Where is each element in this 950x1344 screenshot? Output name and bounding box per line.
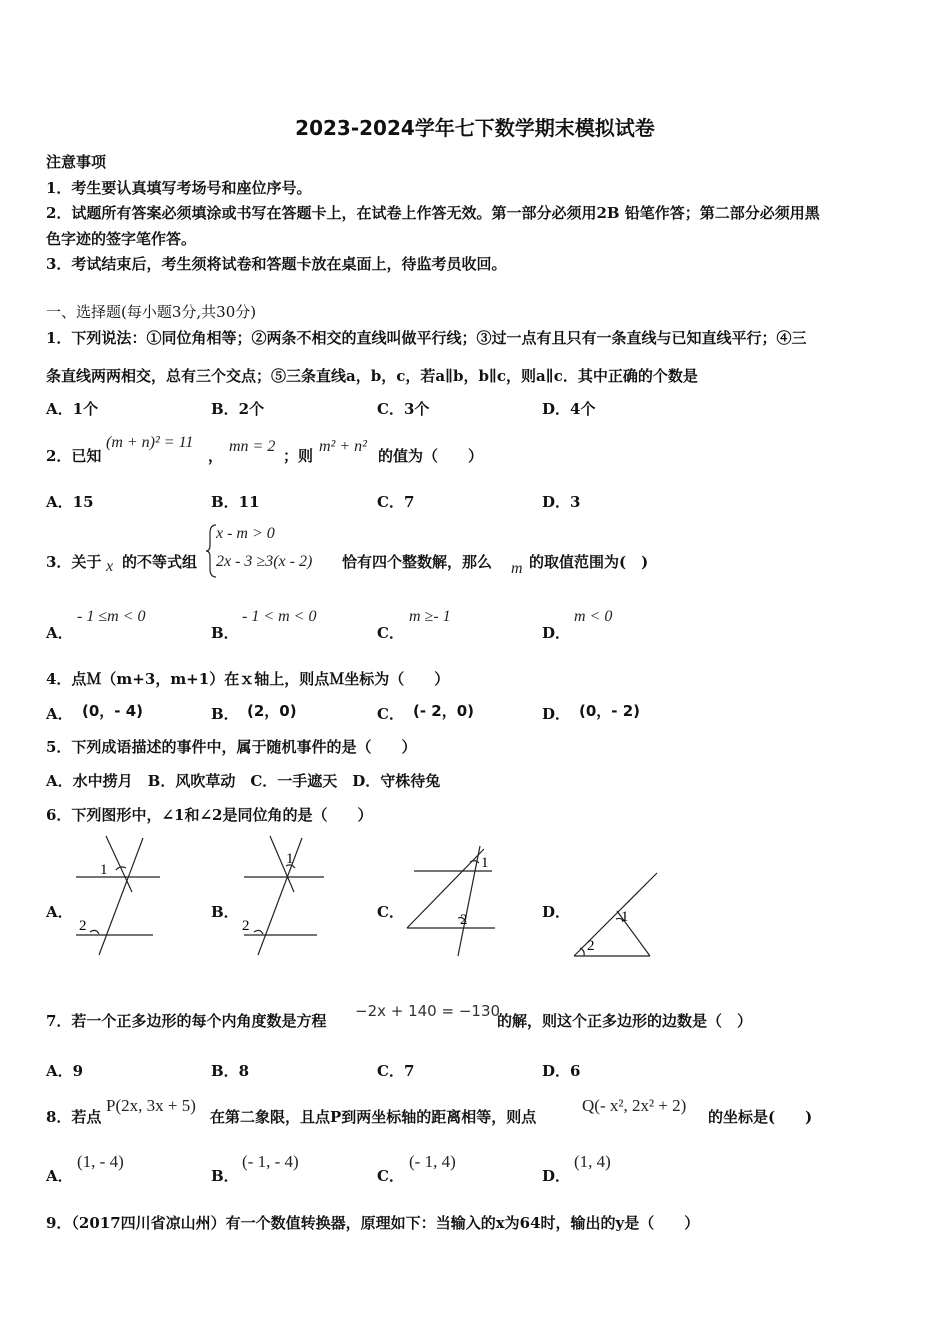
q6-b-angle2-label: 2 [242, 918, 250, 934]
q2-option-b: B．11 [211, 493, 260, 511]
q3-option-d: m < 0 [574, 608, 613, 625]
q1-option-a: A．1个 [46, 400, 99, 418]
q6-label-b: B． [211, 903, 239, 921]
q3-mid: 的不等式组 [122, 553, 198, 571]
q9-stem: 9．（2017四川省凉山州）有一个数值转换器，原理如下：当输入的x为64时，输出的y是（ ） [46, 1214, 700, 1232]
section-heading: 一、选择题(每小题3分,共30分) [46, 303, 257, 321]
q3-system-line1: x - m > 0 [216, 525, 275, 542]
q2-mid: ；则 [283, 447, 314, 465]
q2-expr2: mn = 2 [229, 438, 276, 455]
q4-label-b: B． [211, 705, 239, 723]
q6-figure-d [566, 866, 666, 962]
q4-label-c: C． [377, 705, 404, 723]
q1-stem-line1: 1．下列说法：①同位角相等；②两条不相交的直线叫做平行线；③过一点有且只有一条直线与已知直线平行；④三 [46, 329, 807, 347]
q8-point-q: Q(- x², 2x² + 2) [582, 1096, 687, 1115]
q6-a-angle2-label: 2 [79, 918, 87, 934]
q4-label-a: A． [46, 705, 73, 723]
notice-item: 2．试题所有答案必须填涂或书写在答题卡上，在试卷上作答无效。第一部分必须用2B 铅笔作答；第二部分必须用黑 [46, 204, 820, 222]
q7-equation: −2x + 140 = −130 [355, 1002, 501, 1020]
q8-label-c: C． [377, 1167, 404, 1185]
q8-label-b: B． [211, 1167, 239, 1185]
q4-option-c: (- 2，0) [413, 702, 475, 720]
q8-label-d: D． [542, 1167, 571, 1185]
q1-option-c: C．3个 [377, 400, 430, 418]
q6-c-angle2-label: 2 [460, 912, 468, 928]
q4-label-d: D． [542, 705, 571, 723]
q1-option-d: D．4个 [542, 400, 596, 418]
q8-option-d: (1, 4) [574, 1152, 611, 1171]
q6-label-a: A． [46, 903, 73, 921]
q7-option-d: D．6 [542, 1062, 581, 1080]
q8-label-a: A． [46, 1167, 73, 1185]
q4-stem: 4．点Ｍ（m+3，m+1）在ｘ轴上，则点Ｍ坐标为（ ） [46, 670, 450, 688]
q2-option-c: C．7 [377, 493, 415, 511]
q8-option-b: (- 1, - 4) [242, 1152, 299, 1171]
q1-option-b: B．2个 [211, 400, 265, 418]
q8-mid: 在第二象限，且点P到两坐标轴的距离相等，则点 [210, 1108, 537, 1126]
notice-item: 色字迹的签字笔作答。 [46, 230, 197, 248]
q4-option-b: (2，0) [247, 702, 297, 720]
q8-suffix: 的坐标是( ) [708, 1108, 813, 1126]
q6-figure-b [232, 830, 332, 960]
q6-d-angle2-label: 2 [587, 938, 595, 954]
q5-options: A．水中捞月 B．风吹草动 C．一手遮天 D．守株待兔 [46, 772, 441, 790]
q6-d-angle1-label: 1 [621, 909, 629, 925]
q3-option-a: - 1 ≤m < 0 [77, 608, 146, 625]
q3-label-b: B． [211, 624, 239, 642]
q3-label-a: A． [46, 624, 73, 642]
q7-option-a: A．9 [46, 1062, 84, 1080]
q3-var2: m [511, 560, 523, 577]
notice-heading: 注意事项 [46, 153, 107, 171]
q4-option-a: (0，- 4) [82, 702, 144, 720]
q3-suffix: 的取值范围为( ) [529, 553, 649, 571]
q4-option-d: (0，- 2) [579, 702, 641, 720]
q2-suffix: 的值为（ ） [378, 447, 484, 465]
q7-option-c: C．7 [377, 1062, 415, 1080]
q6-label-d: D． [542, 903, 571, 921]
q2-expr3: m² + n² [319, 438, 367, 455]
q8-option-c: (- 1, 4) [409, 1152, 456, 1171]
q6-stem: 6．下列图形中，∠1和∠2是同位角的是（ ） [46, 806, 373, 824]
q6-figure-a [64, 830, 174, 960]
q8-prefix: 8．若点 [46, 1108, 102, 1126]
q3-option-c: m ≥- 1 [409, 608, 451, 625]
q3-option-b: - 1 < m < 0 [242, 608, 317, 625]
q3-label-d: D． [542, 624, 571, 642]
q7-option-b: B．8 [211, 1062, 250, 1080]
notice-item: 1．考生要认真填写考场号和座位序号。 [46, 179, 312, 197]
notice-item: 3．考试结束后，考生须将试卷和答题卡放在桌面上，待监考员收回。 [46, 255, 507, 273]
q1-stem-line2: 条直线两两相交，总有三个交点；⑤三条直线a，b，c，若a∥b，b∥c，则a∥c．其中正确的个数是 [46, 367, 698, 385]
q8-option-a: (1, - 4) [77, 1152, 124, 1171]
q3-prefix: 3．关于 [46, 553, 102, 571]
q2-option-d: D．3 [542, 493, 581, 511]
q2-option-a: A．15 [46, 493, 94, 511]
q6-label-c: C． [377, 903, 404, 921]
q5-stem: 5．下列成语描述的事件中，属于随机事件的是（ ） [46, 738, 417, 756]
q3-mid2: 恰有四个整数解，那么 [342, 553, 493, 571]
page-title: 2023-2024学年七下数学期末模拟试卷 [295, 116, 655, 140]
q7-prefix: 7．若一个正多边形的每个内角度数是方程 [46, 1012, 327, 1030]
q8-point-p: P(2x, 3x + 5) [106, 1096, 196, 1115]
q3-var: x [106, 558, 114, 575]
q2-prefix: 2．已知 [46, 447, 102, 465]
q3-label-c: C． [377, 624, 404, 642]
q6-b-angle1-label: 1 [286, 851, 294, 867]
q6-c-angle1-label: 1 [481, 855, 489, 871]
q2-sep: ， [208, 447, 224, 465]
q6-a-angle1-label: 1 [100, 862, 108, 878]
q6-figure-c [400, 836, 500, 961]
q7-suffix: 的解，则这个正多边形的边数是（ ） [497, 1012, 753, 1030]
q3-system-line2: 2x - 3 ≥3(x - 2) [216, 553, 313, 570]
q2-expr1: (m + n)² = 11 [106, 434, 194, 451]
